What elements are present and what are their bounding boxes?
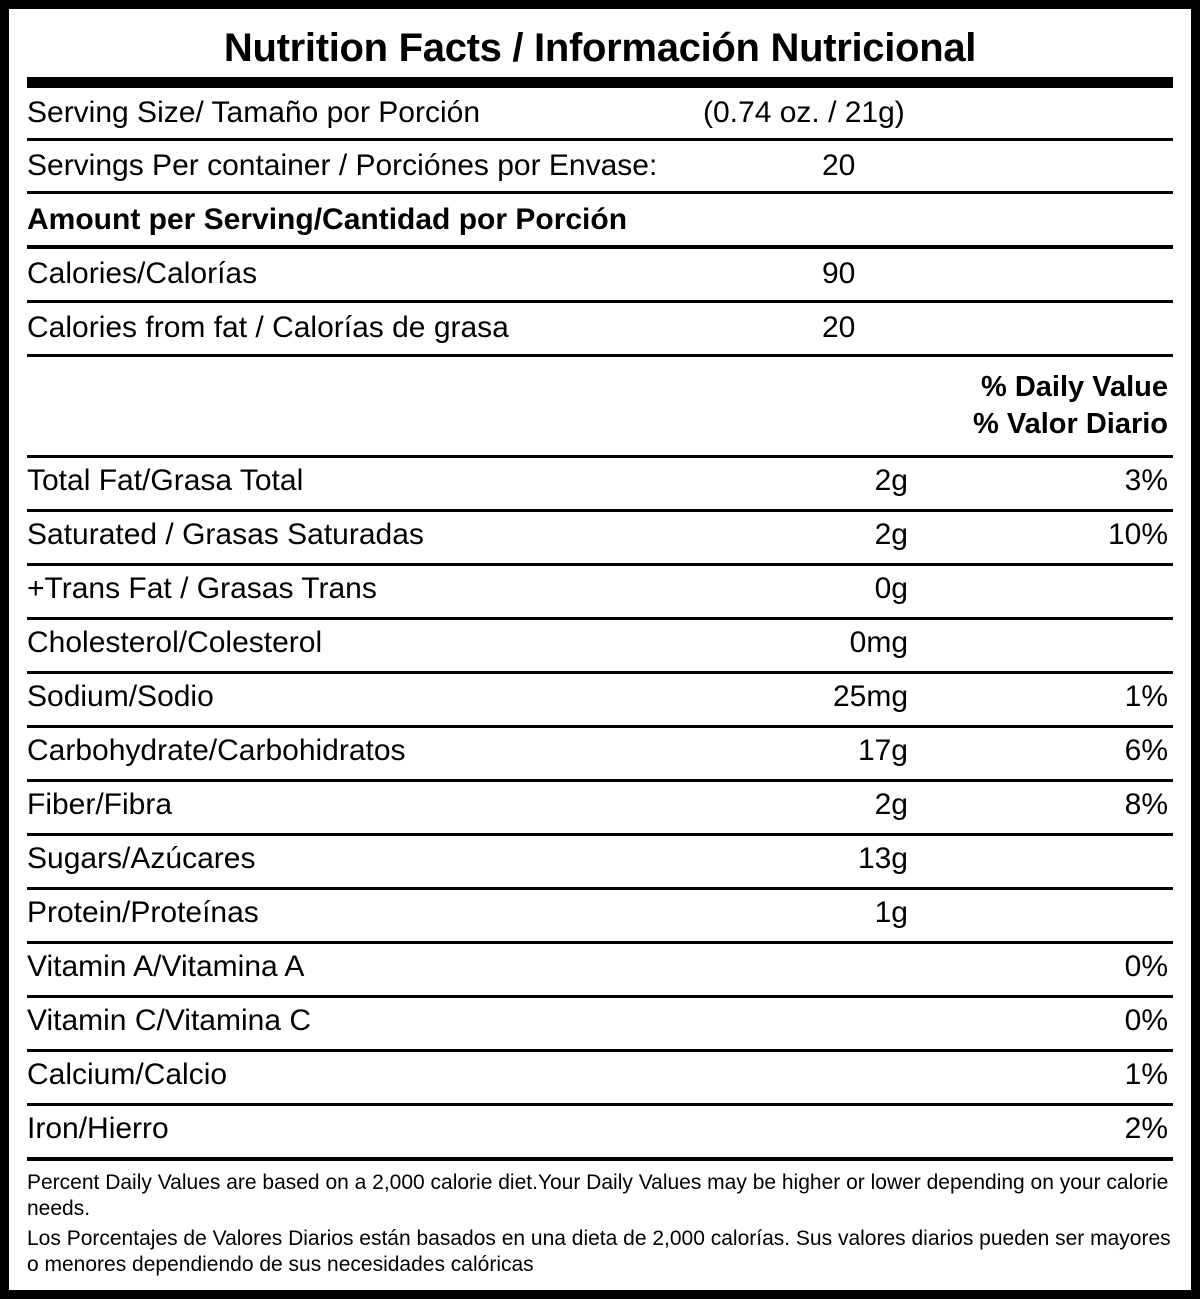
nutrient-name: Fiber/Fibra xyxy=(27,788,173,821)
nutrient-name: Protein/Proteínas xyxy=(27,896,259,929)
table-row xyxy=(27,728,1173,779)
table-row xyxy=(27,1106,1173,1157)
nutrient-list xyxy=(27,458,1173,1161)
nutrient-name: Sodium/Sodio xyxy=(27,680,214,713)
calories-label: Calories/Calorías xyxy=(27,257,258,290)
calories-from-fat-value: 20 xyxy=(822,311,856,344)
nutrient-name: Total Fat/Grasa Total xyxy=(27,464,304,497)
page-title: Nutrition Facts / Información Nutricional xyxy=(223,26,977,70)
nutrient-name: Iron/Hierro xyxy=(27,1112,169,1145)
calories-from-fat-row xyxy=(27,303,1173,354)
nutrient-amount: 0mg xyxy=(849,626,908,659)
table-row xyxy=(27,458,1173,509)
serving-size-row xyxy=(27,88,1173,138)
nutrient-amount: 1g xyxy=(874,896,908,929)
serving-size-label: Serving Size/ Tamaño por Porción xyxy=(27,96,481,129)
nutrient-daily-value: 2% xyxy=(1124,1112,1168,1145)
table-row xyxy=(27,1052,1173,1103)
amount-per-serving-header: Amount per Serving/Cantidad por Porción xyxy=(27,203,628,236)
footnotes xyxy=(27,1161,1173,1278)
nutrient-name: Calcium/Calcio xyxy=(27,1058,228,1091)
nutrient-amount: 13g xyxy=(857,842,908,875)
nutrient-daily-value: 0% xyxy=(1124,950,1168,983)
nutrient-daily-value: 3% xyxy=(1124,464,1168,497)
nutrient-daily-value: 0% xyxy=(1124,1004,1168,1037)
nutrient-daily-value: 1% xyxy=(1124,1058,1168,1091)
nutrient-name: Sugars/Azúcares xyxy=(27,842,256,875)
nutrient-amount: 2g xyxy=(874,518,908,551)
serving-size-value: (0.74 oz. / 21g) xyxy=(703,96,905,129)
calories-value: 90 xyxy=(822,257,856,290)
nutrient-name: Vitamin A/Vitamina A xyxy=(27,950,305,983)
table-row xyxy=(27,512,1173,563)
nutrient-amount: 2g xyxy=(874,788,908,821)
nutrient-daily-value: 10% xyxy=(1107,518,1168,551)
nutrient-name: Saturated / Grasas Saturadas xyxy=(27,518,424,551)
table-row xyxy=(27,620,1173,671)
calories-from-fat-label: Calories from fat / Calorías de grasa xyxy=(27,311,509,344)
nutrient-daily-value: 8% xyxy=(1124,788,1168,821)
daily-value-header-en: % Daily Value xyxy=(981,371,1168,403)
nutrient-amount: 25mg xyxy=(832,680,908,713)
nutrient-name: +Trans Fat / Grasas Trans xyxy=(27,572,377,605)
servings-per-container-value: 20 xyxy=(822,149,856,182)
table-row xyxy=(27,890,1173,941)
table-row xyxy=(27,944,1173,995)
servings-per-container-row xyxy=(27,141,1173,191)
nutrient-amount: 17g xyxy=(857,734,908,767)
table-row xyxy=(27,836,1173,887)
daily-value-header-es: % Valor Diario xyxy=(972,408,1168,440)
table-row xyxy=(27,674,1173,725)
nutrient-amount: 2g xyxy=(874,464,908,497)
nutrient-daily-value: 6% xyxy=(1124,734,1168,767)
footnote-es: Los Porcentajes de Valores Diarios están basados en una dieta de 2,000 calorías. Sus valores diarios pueden ser mayores o menores dependiendo de sus necesidades calóricas xyxy=(27,1226,1171,1276)
table-row xyxy=(27,566,1173,617)
table-row xyxy=(27,998,1173,1049)
servings-per-container-label: Servings Per container / Porciónes por Envase: xyxy=(27,149,658,182)
nutrient-name: Vitamin C/Vitamina C xyxy=(27,1004,312,1037)
calories-row xyxy=(27,249,1173,300)
nutrient-name: Carbohydrate/Carbohidratos xyxy=(27,734,406,767)
footnote-en: Percent Daily Values are based on a 2,000 calorie diet.Your Daily Values may be higher or lower depending on your calorie needs. xyxy=(27,1171,1169,1221)
table-row xyxy=(27,782,1173,833)
nutrient-name: Cholesterol/Colesterol xyxy=(27,626,323,659)
nutrient-daily-value: 1% xyxy=(1124,680,1168,713)
divider-thick xyxy=(27,77,1173,88)
nutrient-amount: 0g xyxy=(874,572,908,605)
